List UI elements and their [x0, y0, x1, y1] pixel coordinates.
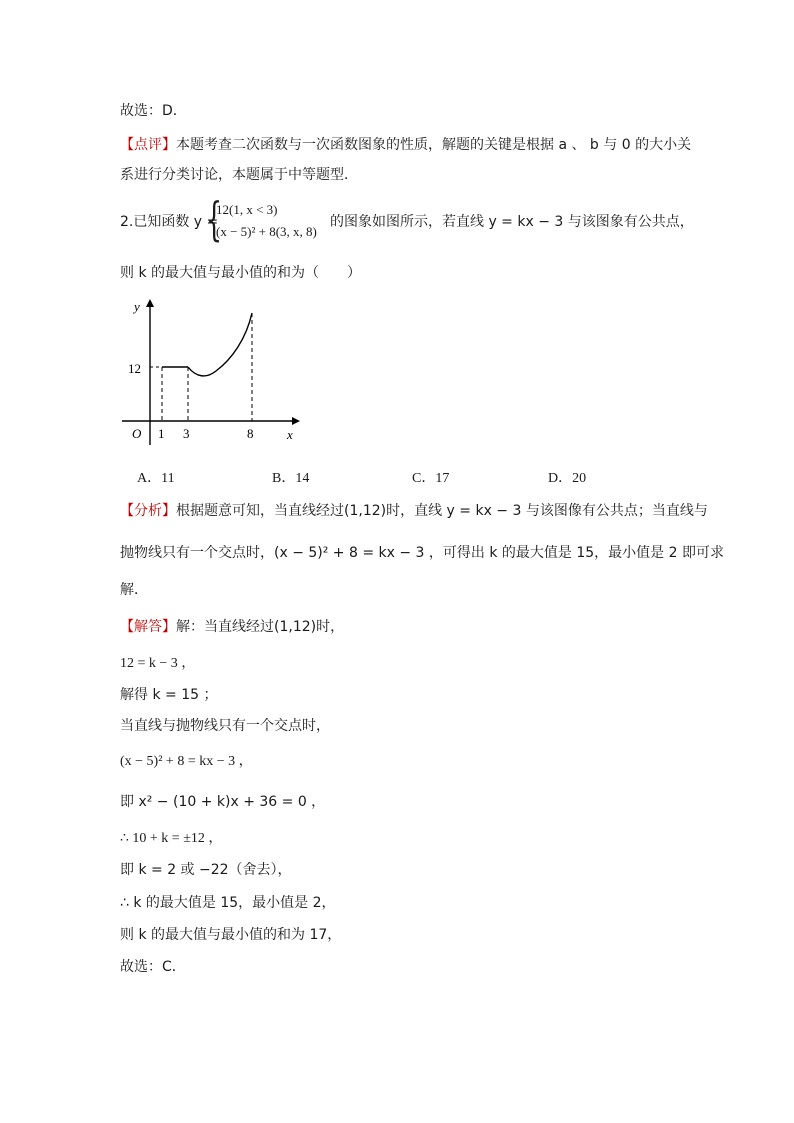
- step-9: 则 k 的最大值与最小值的和为 17，: [120, 927, 342, 943]
- parabola-curve: [188, 313, 252, 376]
- analysis-tag: 【分析】: [120, 503, 176, 519]
- piecewise-case-1: 12(1, x < 3): [216, 202, 278, 217]
- step-4: (x − 5)² + 8 = kx − 3 ，: [120, 754, 253, 769]
- comment-line-2: 系进行分类讨论，本题属于中等题型．: [120, 167, 358, 183]
- step-1: 12 = k − 3 ，: [120, 656, 196, 671]
- comment-text: 本题考查二次函数与一次函数图象的性质，解题的关键是根据 a 、 b 与 0 的大小关: [176, 137, 692, 153]
- y-axis-label: y: [134, 299, 140, 314]
- step-10: 故选：C．: [120, 959, 186, 975]
- origin-label: O: [132, 426, 142, 441]
- x-axis-arrow: [292, 417, 300, 425]
- comment-line-1: [120, 135, 691, 155]
- y-axis-arrow: [146, 299, 154, 307]
- piecewise-brace: {: [206, 192, 223, 246]
- x-tick-3: 3: [183, 426, 190, 441]
- analysis-line-2: 抛物线只有一个交点时，(x − 5)² + 8 = kx − 3 ，可得出 k 的最大值是 15，最小值是 2 即可求: [120, 545, 724, 561]
- step-7: 即 k = 2 或 −22（舍去），: [120, 862, 292, 878]
- step-6: ∴ 10 + k = ±12 ，: [120, 831, 223, 846]
- prev-answer-line: 故选：D．: [120, 103, 187, 119]
- analysis-line-1: [120, 501, 708, 521]
- x-tick-1: 1: [158, 426, 165, 441]
- y-tick-12: 12: [128, 361, 141, 376]
- comment-tag: 【点评】: [120, 137, 176, 153]
- option-b[interactable]: B．14: [272, 471, 310, 486]
- answer-tag: 【解答】: [120, 619, 176, 635]
- x-axis-label: x: [287, 427, 293, 442]
- function-graph: [0, 295, 794, 455]
- question-prefix: 2.已知函数 y =: [120, 214, 219, 230]
- step-2: 解得 k = 15 ；: [120, 687, 218, 703]
- question-suffix: 的图象如图所示，若直线 y = kx − 3 与该图象有公共点，: [330, 214, 694, 230]
- option-c[interactable]: C．17: [412, 471, 450, 486]
- option-a[interactable]: A．11: [137, 471, 175, 486]
- step-3: 当直线与抛物线只有一个交点时，: [120, 718, 330, 734]
- analysis-text-1: 根据题意可知，当直线经过(1,12)时，直线 y = kx − 3 与该图像有公共点；当直线与: [176, 503, 708, 519]
- answer-text-1: 解：当直线经过(1,12)时，: [176, 619, 345, 635]
- answer-line-1: [120, 617, 344, 637]
- step-8: ∴ k 的最大值是 15，最小值是 2，: [120, 895, 336, 911]
- analysis-line-3: 解．: [120, 582, 148, 598]
- x-tick-8: 8: [247, 426, 254, 441]
- question-line-2: 则 k 的最大值与最小值的和为（ ）: [120, 265, 362, 281]
- option-d[interactable]: D．20: [548, 471, 587, 486]
- piecewise-case-2: (x − 5)² + 8(3, x, 8): [216, 224, 317, 239]
- step-5: 即 x² − (10 + k)x + 36 = 0 ，: [120, 794, 326, 810]
